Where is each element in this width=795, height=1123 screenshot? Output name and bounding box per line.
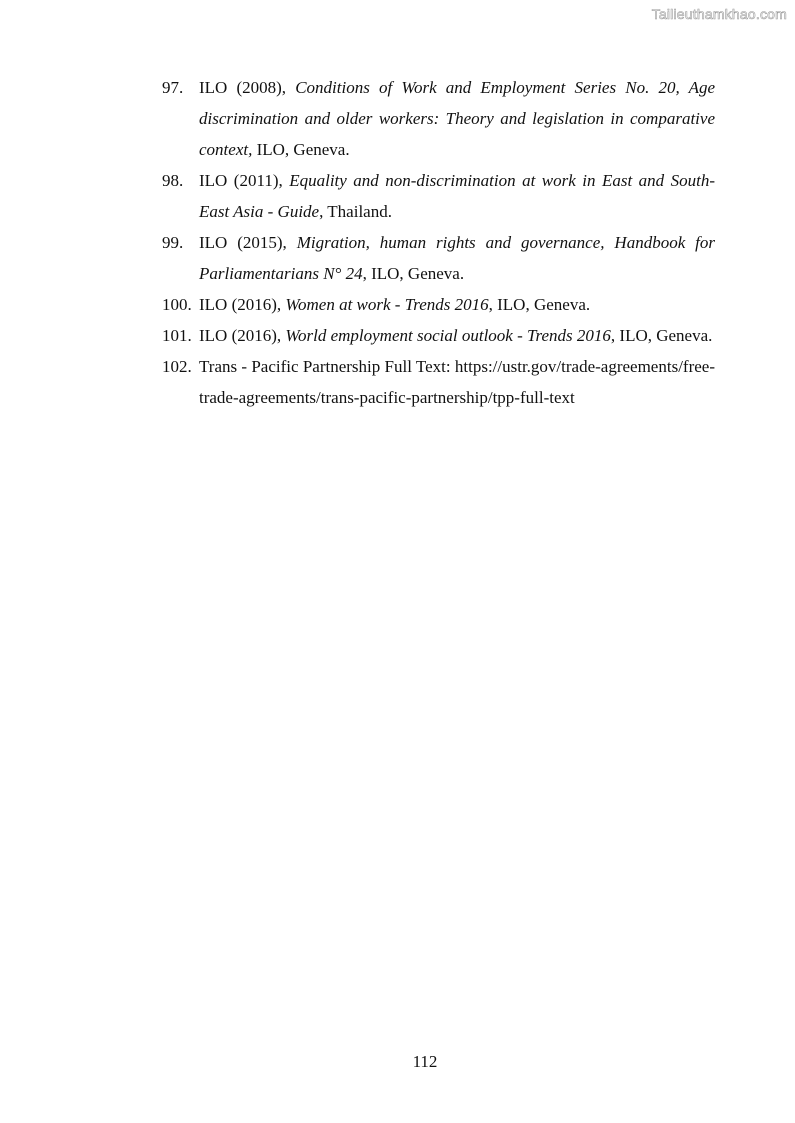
- reference-item-101: [162, 320, 715, 351]
- reference-item-102: [162, 351, 715, 413]
- reference-title: Equality and non-discrimination at work in East and South-East Asia - Guide: [199, 171, 716, 221]
- reference-number: 99.: [162, 233, 184, 252]
- reference-author: ILO (2016),: [199, 326, 286, 345]
- reference-number: 100.: [162, 295, 192, 314]
- reference-number: 102.: [162, 357, 192, 376]
- reference-item-97: [162, 72, 715, 165]
- reference-publisher: ILO, Geneva.: [252, 140, 350, 159]
- reference-list: [162, 72, 715, 413]
- reference-publisher: , ILO, Geneva.: [610, 326, 713, 345]
- reference-publisher: , ILO, Geneva.: [362, 264, 465, 283]
- reference-text: Trans - Pacific Partnership Full Text: https://ustr.gov/trade-agreements/free-trade-agreements/trans-pacific-partnership/tpp-full-text: [199, 357, 715, 407]
- reference-item-98: [162, 165, 715, 227]
- reference-title: World employment social outlook - Trends 2016: [285, 326, 611, 345]
- reference-item-99: [162, 227, 715, 289]
- reference-publisher: , Thailand.: [319, 202, 392, 221]
- reference-author: ILO (2015),: [199, 233, 297, 252]
- reference-author: ILO (2011),: [199, 171, 290, 190]
- reference-author: ILO (2008),: [199, 78, 296, 97]
- reference-publisher: , ILO, Geneva.: [488, 295, 591, 314]
- reference-title: Migration, human rights and governance, Handbook for Parliamentarians N° 24: [199, 233, 715, 283]
- watermark: Tailieuthamkhao.com: [651, 6, 787, 22]
- reference-number: 97.: [162, 78, 184, 97]
- reference-number: 98.: [162, 171, 184, 190]
- reference-title: Women at work - Trends 2016: [285, 295, 489, 314]
- page-number: 112: [412, 1052, 438, 1071]
- reference-title: Conditions of Work and Employment Series No. 20, Age discrimination and older workers: Theory and legislation in comparative context,: [199, 78, 715, 159]
- reference-number: 101.: [162, 326, 192, 345]
- reference-author: ILO (2016),: [199, 295, 286, 314]
- reference-item-100: [162, 289, 715, 320]
